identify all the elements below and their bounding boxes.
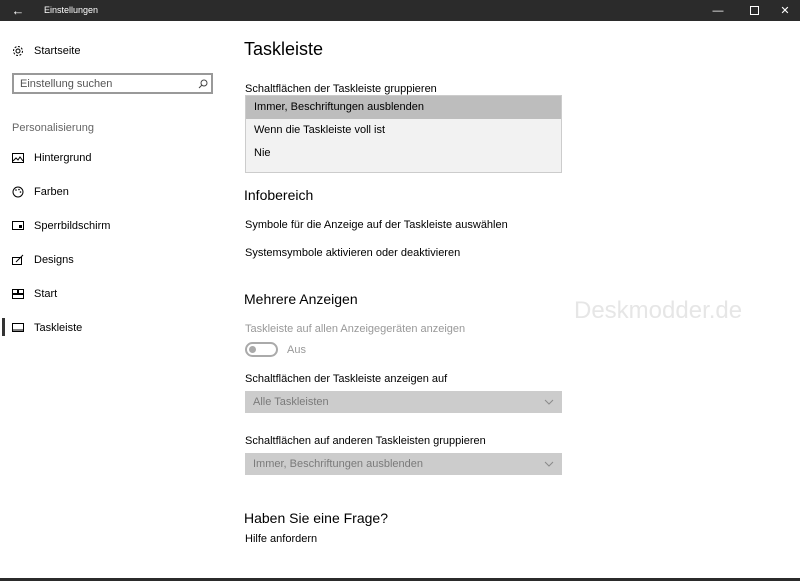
show-buttons-label: Schaltflächen der Taskleiste anzeigen auf	[245, 373, 448, 385]
select-value: Alle Taskleisten	[253, 396, 329, 408]
window-title: Einstellungen	[44, 5, 99, 15]
other-group-label: Schaltflächen auf anderen Taskleisten gruppieren	[245, 435, 486, 447]
select-icons-link[interactable]: Symbole für die Anzeige auf der Taskleiste auswählen	[245, 219, 508, 231]
chevron-down-icon	[544, 458, 554, 470]
taskbar-icon	[12, 322, 24, 334]
sidebar-item-taskleiste[interactable]	[12, 319, 82, 337]
sidebar-item-farben[interactable]	[12, 183, 69, 201]
gear-icon	[12, 45, 24, 57]
maximize-icon	[750, 6, 759, 15]
start-icon	[12, 288, 24, 300]
dropdown-option[interactable]: Immer, Beschriftungen ausblenden	[246, 96, 561, 119]
toggle-switch[interactable]	[245, 342, 278, 357]
multi-display-toggle[interactable]	[245, 342, 306, 357]
sidebar-item-hintergrund[interactable]	[12, 149, 91, 167]
title-bar	[0, 0, 800, 21]
group-label: Schaltflächen der Taskleiste gruppieren	[245, 83, 437, 95]
search-box[interactable]	[12, 73, 213, 94]
sidebar-item-label: Designs	[34, 254, 74, 266]
search-input[interactable]: Einstellung suchen	[20, 77, 113, 90]
brush-icon	[12, 254, 24, 266]
sidebar	[0, 21, 228, 581]
active-indicator	[2, 318, 5, 336]
sidebar-item-label: Taskleiste	[34, 322, 83, 334]
chevron-down-icon	[544, 396, 554, 408]
show-buttons-select[interactable]	[245, 391, 562, 413]
close-button[interactable]	[770, 0, 800, 21]
sidebar-item-label: Hintergrund	[34, 152, 92, 164]
other-group-select[interactable]	[245, 453, 562, 475]
back-arrow-icon: ←	[11, 3, 25, 18]
palette-icon	[12, 186, 24, 198]
multi-toggle-label: Taskleiste auf allen Anzeigegeräten anzeigen	[245, 323, 466, 335]
question-heading: Haben Sie eine Frage?	[244, 510, 388, 526]
toggle-state: Aus	[287, 343, 306, 356]
minimize-icon: —	[712, 4, 724, 17]
watermark: Deskmodder.de	[574, 297, 743, 324]
sidebar-item-sperrbildschirm[interactable]	[12, 217, 110, 235]
group-dropdown-list[interactable]	[245, 95, 562, 173]
info-heading: Infobereich	[244, 187, 314, 203]
sidebar-item-start[interactable]	[12, 285, 57, 303]
maximize-button[interactable]	[736, 0, 772, 21]
search-icon[interactable]	[195, 79, 211, 89]
sidebar-item-label: Farben	[34, 186, 69, 198]
sidebar-item-home[interactable]	[12, 42, 80, 60]
system-icons-link[interactable]: Systemsymbole aktivieren oder deaktivieren	[245, 247, 461, 259]
dropdown-option[interactable]: Wenn die Taskleiste voll ist	[254, 124, 386, 136]
sidebar-item-label: Sperrbildschirm	[34, 220, 111, 232]
lockscreen-icon	[12, 220, 24, 232]
sidebar-item-label: Start	[34, 288, 58, 300]
section-heading: Personalisierung	[12, 122, 94, 134]
help-link[interactable]: Hilfe anfordern	[245, 533, 318, 545]
select-value: Immer, Beschriftungen ausblenden	[253, 458, 423, 470]
picture-icon	[12, 152, 24, 164]
toggle-knob	[249, 346, 256, 353]
sidebar-item-designs[interactable]	[12, 251, 74, 269]
minimize-button[interactable]	[700, 0, 736, 21]
back-button[interactable]	[0, 0, 36, 21]
dropdown-option[interactable]: Nie	[254, 147, 271, 159]
main-content	[244, 21, 784, 581]
close-icon: ✕	[780, 5, 790, 17]
page-title: Taskleiste	[244, 39, 324, 59]
sidebar-item-label: Startseite	[34, 45, 81, 57]
multi-display-heading: Mehrere Anzeigen	[244, 291, 358, 307]
